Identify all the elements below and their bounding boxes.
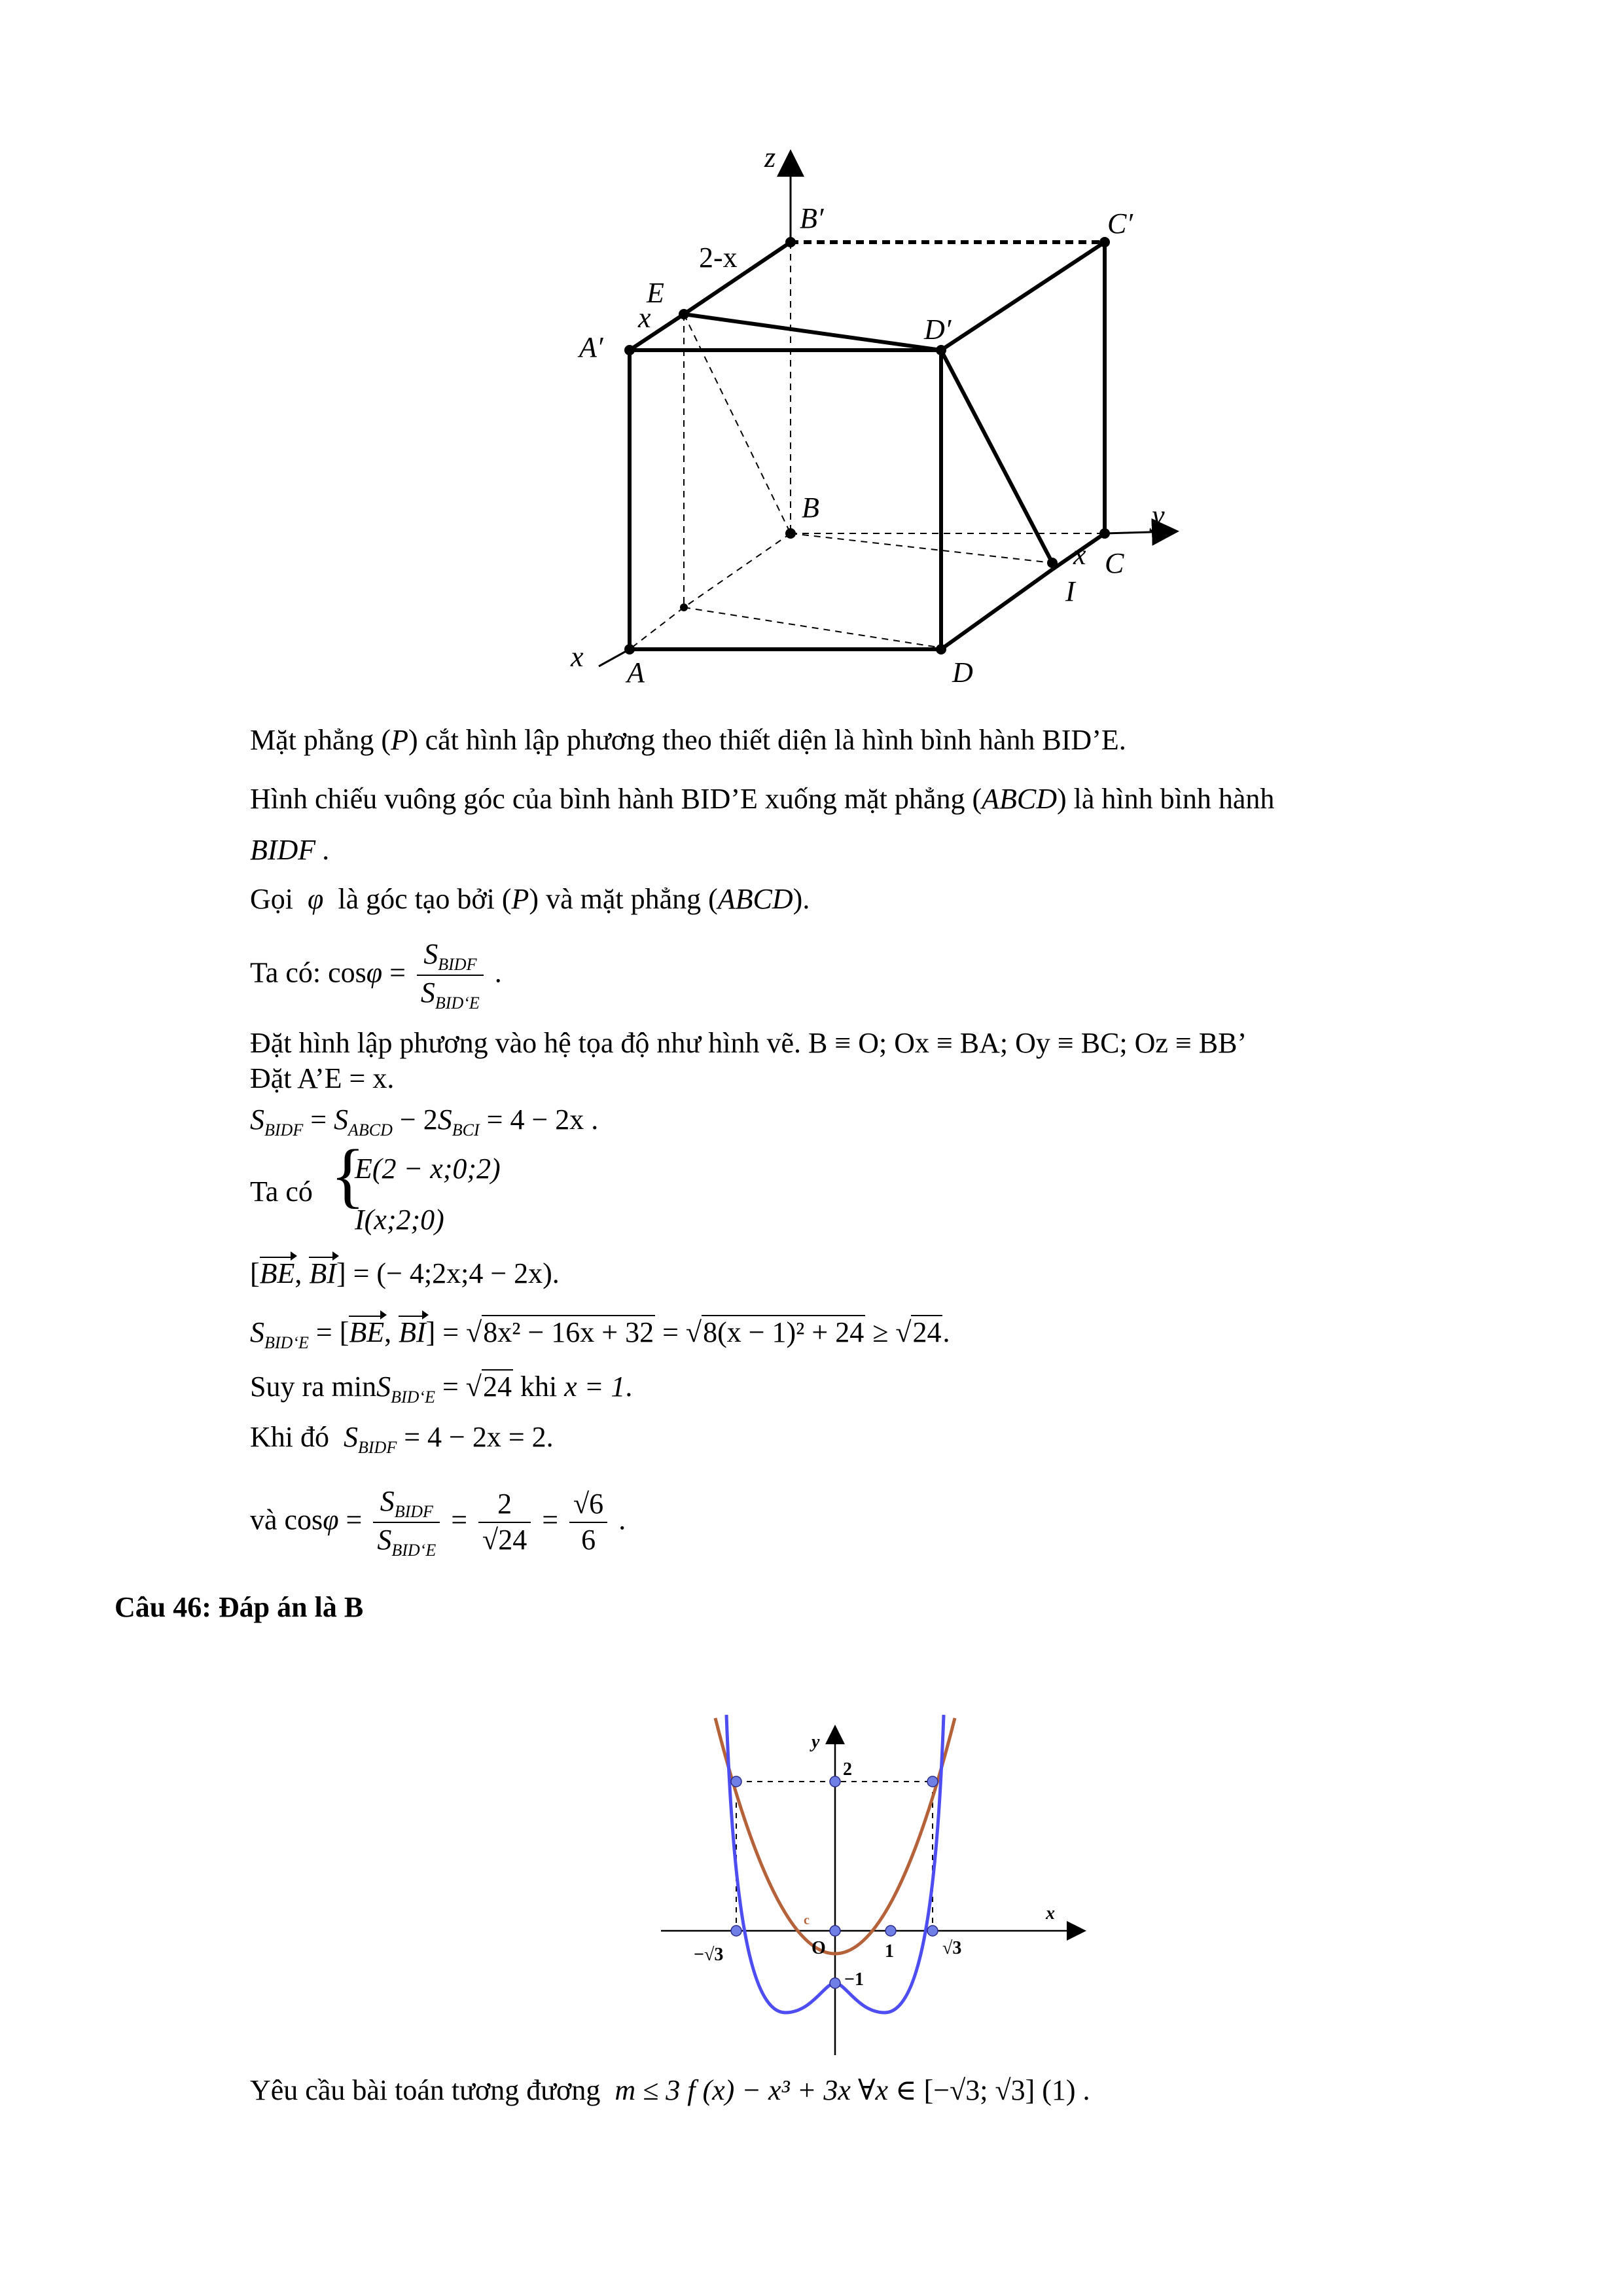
line-9-label: Ta có bbox=[250, 1175, 313, 1208]
y-axis bbox=[1105, 531, 1171, 533]
label-z: z bbox=[764, 144, 776, 173]
label-x-ae: x bbox=[638, 302, 651, 334]
graph-label-o: O bbox=[812, 1938, 826, 1958]
label-e: E bbox=[647, 277, 664, 309]
cube-figure bbox=[563, 144, 1217, 720]
graph-label-2: 2 bbox=[843, 1759, 852, 1780]
cube-points bbox=[624, 237, 1110, 655]
label-c-prime: C′ bbox=[1107, 207, 1133, 240]
label-x-ic: x bbox=[1073, 539, 1086, 571]
label-d-prime: D′ bbox=[924, 314, 952, 346]
system-brace: { bbox=[330, 1135, 365, 1215]
line-5: Ta có: cosφ = $\frac{S_{BIDF}}{S_{BID‘E}}$ . bbox=[250, 938, 502, 1013]
label-d: D bbox=[952, 656, 973, 689]
label-x-axis: x bbox=[571, 641, 584, 673]
graph-label-y: y bbox=[812, 1732, 820, 1752]
line-11: $S_{BID‘E} = [BE$, BI] = √8x² − 16x + 32 = √8(x − 1)² + 24 ≥ √24. bbox=[250, 1316, 950, 1352]
line-9-e: E(2 − x;0;2) bbox=[355, 1153, 501, 1185]
label-a: A bbox=[627, 656, 645, 689]
graph-label-sqrt3: √3 bbox=[942, 1938, 962, 1958]
x-axis-line bbox=[599, 649, 630, 666]
label-b: B bbox=[802, 492, 819, 524]
graph-label-minus-1: −1 bbox=[844, 1969, 864, 1990]
line-15: Yêu cầu bài toán tương đương m ≤ 3 f (x) − x³ + 3x ∀x ∈ [−√3; √3] (1) . bbox=[250, 2074, 1090, 2106]
line-7: Đặt A’E = x. bbox=[250, 1062, 395, 1094]
line-14: và cosφ = $\frac{S_{BIDF}}{S_{BID‘E}}$ = $\frac{2}{√24}$ = $\frac{√6}{6}$ . bbox=[250, 1485, 626, 1560]
line-1: Mặt phẳng (P) cắt hình lập phương theo thiết diện là hình bình hành BID’E. bbox=[250, 724, 1126, 756]
heading-cau-46: Câu 46: Đáp án là B bbox=[115, 1591, 364, 1623]
label-two-minus-x: 2-x bbox=[699, 242, 738, 274]
label-y: y bbox=[1152, 499, 1165, 531]
label-i: I bbox=[1065, 575, 1075, 607]
label-a-prime: A′ bbox=[579, 331, 603, 363]
label-c: C bbox=[1105, 547, 1124, 579]
line-8: $S_{BIDF} = S_{ABCD} - 2S_{BCI} = 4 - 2x$ . bbox=[250, 1103, 599, 1139]
line-12: Suy ra minS$_{BID‘E}$ = √24 khi x = 1. bbox=[250, 1371, 633, 1407]
label-b-prime: B′ bbox=[800, 202, 824, 234]
line-13: Khi đó $S_{BIDF} = 4 - 2x = 2$. bbox=[250, 1421, 554, 1457]
visible-edges bbox=[630, 242, 1105, 649]
line-9-i: I(x;2;0) bbox=[355, 1204, 444, 1236]
line-4: Gọi φ là góc tạo bởi (P) và mặt phẳng (ABCD). bbox=[250, 883, 810, 915]
graph-label-minus-sqrt3: −√3 bbox=[694, 1945, 724, 1965]
graph-label-1: 1 bbox=[885, 1941, 894, 1962]
function-graph bbox=[654, 1715, 1113, 2062]
line-2: Hình chiếu vuông góc của bình hành BID’E xuống mặt phẳng (ABCD) là hình bình hành bbox=[250, 783, 1275, 815]
line-6: Đặt hình lập phương vào hệ tọa độ như hình vẽ. B ≡ O; Ox ≡ BA; Oy ≡ BC; Oz ≡ BB’ bbox=[250, 1027, 1247, 1059]
line-3: BIDF . bbox=[250, 834, 330, 866]
graph-label-c: c bbox=[804, 1913, 810, 1928]
line-10: [BE, BI] = (− 4;2x;4 − 2x). bbox=[250, 1257, 560, 1291]
graph-label-x: x bbox=[1046, 1903, 1055, 1924]
